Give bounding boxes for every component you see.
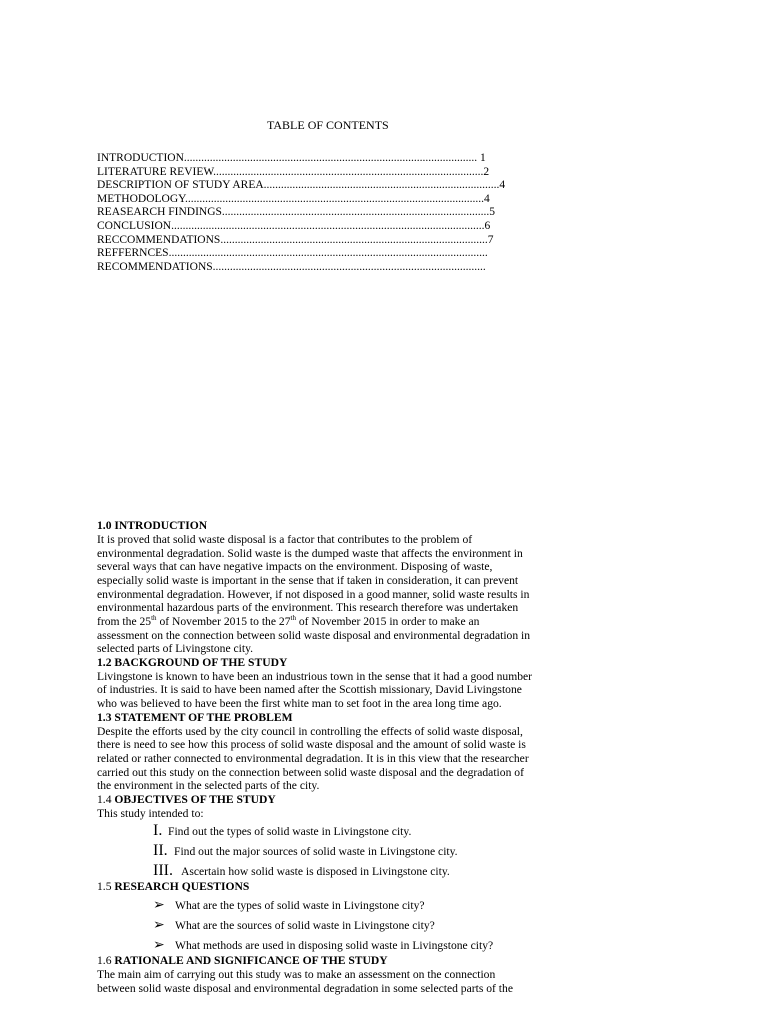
section-heading-questions <box>97 880 572 894</box>
toc-entry-introduction: INTRODUCTION...................................................................................................... 1 <box>97 152 486 164</box>
section-title: RESEARCH QUESTIONS <box>114 880 250 894</box>
arrow-bullet-icon: ➢ <box>153 897 165 914</box>
ordinal-suffix: th <box>290 613 296 622</box>
toc-entry-study-area: DESCRIPTION OF STUDY AREA..................................................................................4 <box>97 179 506 192</box>
paragraph-line: several ways that can have negative impacts on the environment. Disposing of waste, <box>97 560 493 574</box>
section-number: 1.5 <box>97 880 115 894</box>
paragraph-line: It is proved that solid waste disposal is a factor that contributes to the problem of <box>97 532 473 546</box>
section-heading-problem: 1.3 STATEMENT OF THE PROBLEM <box>97 710 293 724</box>
paragraph-line: of industries. It is said to have been named after the Scottish missionary, David Livingstone <box>97 683 522 697</box>
paragraph-line: related or rather connected to environmental degradation. It is in this view that the researcher <box>97 751 529 765</box>
objectives-list <box>97 820 572 880</box>
toc-entry-recommendations: RECOMMENDATIONS............................................................................................... <box>97 260 486 273</box>
document-body <box>97 519 572 996</box>
paragraph-line: selected parts of Livingstone city. <box>97 642 254 656</box>
list-item-text: What methods are used in disposing solid waste in Livingstone city? <box>175 939 494 953</box>
paragraph-line: environmental degradation. Solid waste is the dumped waste that affects the environment in <box>97 546 523 560</box>
toc-entry-conclusion: CONCLUSION.............................................................................................................6 <box>97 219 491 232</box>
roman-numeral: II. <box>153 842 168 860</box>
section-title: OBJECTIVES OF THE STUDY <box>114 792 276 806</box>
date-text: of November 2015 in order to make an <box>295 614 480 628</box>
paragraph-line: especially solid waste is important in the sense that if taken in consideration, it can prevent <box>97 573 519 587</box>
toc-entry-research-findings: REASEARCH FINDINGS.............................................................................................5 <box>97 206 496 219</box>
paragraph-line: The main aim of carrying out this study was to make an assessment on the connection <box>97 968 496 982</box>
list-item-text: Ascertain how solid waste is disposed in Livingstone city. <box>181 865 450 879</box>
toc-title: TABLE OF CONTENTS <box>267 118 389 132</box>
arrow-bullet-icon: ➢ <box>153 937 165 954</box>
roman-numeral: III. <box>153 862 173 880</box>
paragraph-line: Despite the efforts used by the city council in controlling the effects of solid waste disposal, <box>97 724 523 738</box>
list-item-text: Find out the types of solid waste in Livingstone city. <box>168 825 412 839</box>
table-of-contents <box>97 152 505 274</box>
paragraph-line: environmental hazardous parts of the environment. This research therefore was undertaken <box>97 601 519 615</box>
section-heading-introduction: 1.0 INTRODUCTION <box>97 519 208 532</box>
paragraph-line: carried out this study on the connection between solid waste disposal and the degradation of <box>97 765 524 779</box>
paragraph-line-dates <box>97 615 572 629</box>
paragraph-line: Livingstone is known to have been an industrious town in the sense that it had a good number <box>97 669 533 683</box>
section-heading-objectives <box>97 793 572 807</box>
paragraph-line: the environment in the selected parts of the city. <box>97 779 320 793</box>
list-item-text: What are the sources of solid waste in Livingstone city? <box>175 919 435 933</box>
list-item <box>97 894 572 914</box>
list-item-text: What are the types of solid waste in Livingstone city? <box>175 899 425 913</box>
toc-entry-references: REFFERNCES............................................................................................................... <box>97 247 488 260</box>
section-heading-background: 1.2 BACKGROUND OF THE STUDY <box>97 655 288 669</box>
paragraph-line: assessment on the connection between solid waste disposal and environmental degradation in <box>97 628 531 642</box>
ordinal-suffix: th <box>151 613 157 622</box>
section-title: RATIONALE AND SIGNIFICANCE OF THE STUDY <box>114 954 388 968</box>
questions-list <box>97 894 572 954</box>
list-item <box>97 840 572 860</box>
paragraph-line: This study intended to: <box>97 806 204 820</box>
list-item <box>97 934 572 954</box>
section-number: 1.6 <box>97 954 115 968</box>
list-item <box>97 860 572 880</box>
paragraph-line: environmental degradation. However, if not disposed in a good manner, solid waste results in <box>97 587 530 601</box>
section-number: 1.4 <box>97 792 115 806</box>
date-text: of November 2015 to the 27 <box>156 614 291 628</box>
paragraph-line: between solid waste disposal and environmental degradation in some selected parts of the <box>97 981 513 995</box>
toc-entry-literature-review: LITERATURE REVIEW..............................................................................................2 <box>97 165 490 178</box>
paragraph-line: who was believed to have been the first white man to set foot in the area long time ago. <box>97 697 502 711</box>
toc-entry-methodology: METHODOLOGY........................................................................................................4 <box>97 192 490 205</box>
date-text: from the 25 <box>97 614 152 628</box>
toc-entry-reccommendations: RECCOMMENDATIONS.............................................................................................7 <box>97 233 494 246</box>
list-item-text: Find out the major sources of solid waste in Livingstone city. <box>174 845 458 859</box>
arrow-bullet-icon: ➢ <box>153 917 165 934</box>
section-heading-rationale <box>97 954 572 968</box>
list-item <box>97 820 572 840</box>
list-item <box>97 914 572 934</box>
paragraph-line: there is need to see how this process of solid waste disposal and the amount of solid waste is <box>97 738 526 752</box>
roman-numeral: I. <box>153 822 163 840</box>
